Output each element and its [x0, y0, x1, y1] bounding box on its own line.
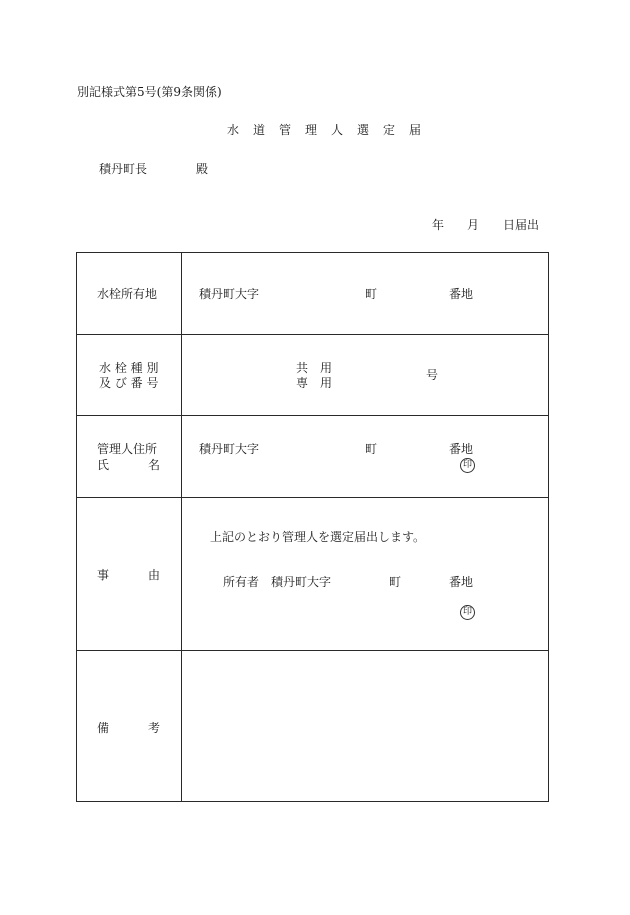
- manager-seal-icon: 印: [460, 458, 475, 473]
- faucet-number-label: 号: [426, 368, 439, 382]
- row-label-reason-b: 由: [148, 568, 161, 582]
- owner-address-prefix: 積丹町大字: [271, 575, 332, 589]
- row-label-manager-name-b: 名: [148, 458, 161, 472]
- form-table: [76, 252, 549, 802]
- honorific: 殿: [196, 162, 209, 176]
- row-label-manager-name-a: 氏: [97, 458, 110, 472]
- owner-label: 所有者: [223, 575, 260, 589]
- date-day-label: 日届出: [503, 218, 540, 232]
- row-label-remarks-b: 考: [148, 721, 161, 735]
- reason-statement: 上記のとおり管理人を選定届出します。: [210, 530, 426, 544]
- row-label-reason-a: 事: [97, 568, 110, 582]
- date-year-label: 年: [432, 218, 445, 232]
- row-label-remarks-a: 備: [97, 721, 110, 735]
- manager-town-label: 町: [365, 442, 378, 456]
- row-divider: [77, 497, 548, 498]
- owner-town-label: 町: [389, 575, 402, 589]
- date-month-label: 月: [467, 218, 480, 232]
- addressee: 積丹町長: [99, 162, 148, 176]
- manager-lot-label: 番地: [449, 442, 474, 456]
- row-label-faucet-type: 水 栓 種 別: [99, 361, 159, 375]
- row-divider: [77, 415, 548, 416]
- faucet-type-shared: 共 用: [296, 361, 333, 375]
- manager-address-prefix: 積丹町大字: [199, 442, 260, 456]
- row-divider: [77, 334, 548, 335]
- column-divider: [181, 253, 182, 801]
- row-label-manager-address: 管理人住所: [97, 442, 158, 456]
- faucet-lot-label: 番地: [449, 287, 474, 301]
- faucet-address-prefix: 積丹町大字: [199, 287, 260, 301]
- form-reference: 別記様式第5号(第9条関係): [77, 85, 222, 99]
- document-title: 水道管理人選定届: [227, 123, 436, 137]
- row-label-faucet-number: 及 び 番 号: [99, 376, 159, 390]
- owner-seal-icon: 印: [460, 605, 475, 620]
- faucet-type-private: 専 用: [296, 376, 333, 390]
- row-divider: [77, 650, 548, 651]
- faucet-town-label: 町: [365, 287, 378, 301]
- owner-lot-label: 番地: [449, 575, 474, 589]
- row-label-faucet-location: 水栓所有地: [97, 287, 158, 301]
